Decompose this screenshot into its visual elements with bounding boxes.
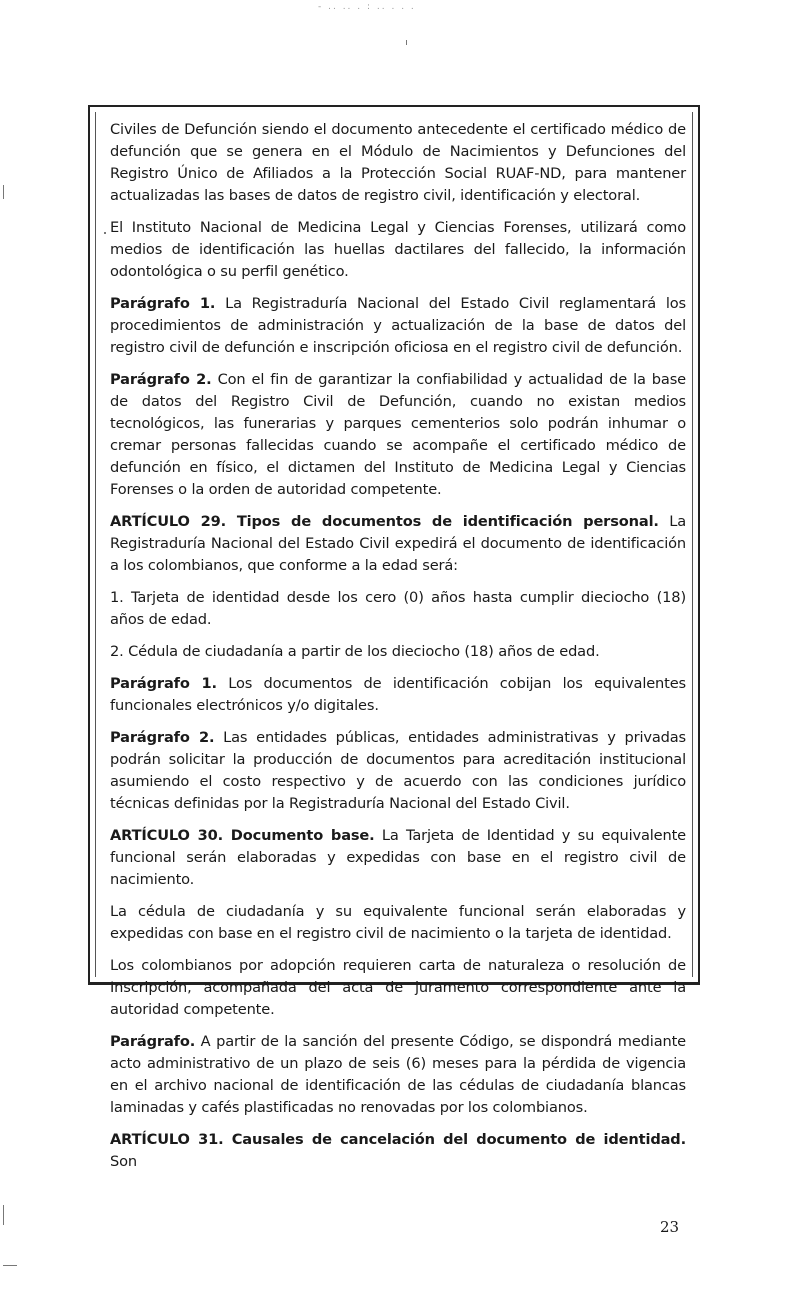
paragrafo-label: Parágrafo 2. xyxy=(110,371,212,388)
article-heading: ARTÍCULO 29. Tipos de documentos de identificación personal. xyxy=(110,513,659,530)
paragraph-adoption: Los colombianos por adopción requieren carta de naturaleza o resolución de Inscripción, acompañada del acta de juramento correspondiente ante la autoridad competente. xyxy=(110,957,686,1018)
paragrafo-text: A partir de la sanción del presente Código, se dispondrá mediante acto administrativo de un plazo de seis (6) meses para la pérdida de vigencia en el archivo nacional de identificación de las cédulas de ciudadanía blancas laminadas y cafés plastificadas no renovadas por los colombianos. xyxy=(110,1033,686,1116)
scan-speck xyxy=(406,40,407,45)
scan-speck xyxy=(104,232,106,234)
paragraph-cedula-base: La cédula de ciudadanía y su equivalente funcional serán elaboradas y expedidas con base en el registro civil de nacimiento o la tarjeta de identidad. xyxy=(110,903,686,942)
article-30 xyxy=(110,825,686,891)
paragrafo-text: Con el fin de garantizar la confiabilidad y actualidad de la base de datos del Registro Civil de Defunción, cuando no existan medios tecnológicos, las funerarias y parques cementerios solo podrán inhumar o cremar personas fallecidas cuando se acompañe el certificado médico de defunción en físico, el dictamen del Instituto de Medicina Legal y Ciencias Forenses o la orden de autoridad competente. xyxy=(110,371,686,498)
scan-header-marks: - .. .. . : .. . . . xyxy=(318,2,416,12)
scan-speck xyxy=(3,1205,4,1225)
scan-speck xyxy=(3,185,4,199)
paragrafo-label: Parágrafo 1. xyxy=(110,295,216,312)
paragraph-forensic-institute: El Instituto Nacional de Medicina Legal y Ciencias Forenses, utilizará como medios de identificación las huellas dactilares del fallecido, la información odontológica o su perfil genético. xyxy=(110,219,686,280)
scan-speck xyxy=(3,1265,17,1266)
document-body xyxy=(110,119,686,1182)
article-heading: ARTÍCULO 30. Documento base. xyxy=(110,827,375,844)
article-text: La Tarjeta de Identidad y su equivalente funcional serán elaboradas y expedidas con base en el registro civil de nacimiento. xyxy=(110,827,686,888)
paragraph-paragrafo-1 xyxy=(110,293,686,359)
article-text: Son xyxy=(110,1153,137,1170)
article-31 xyxy=(110,1129,686,1173)
article-text: La Registraduría Nacional del Estado Civil expedirá el documento de identificación a los colombianos, que conforme a la edad será: xyxy=(110,513,686,574)
paragrafo-label: Parágrafo 2. xyxy=(110,729,215,746)
list-item-cedula: 2. Cédula de ciudadanía a partir de los dieciocho (18) años de edad. xyxy=(110,643,600,660)
paragraph-paragrafo-2 xyxy=(110,369,686,501)
page-number: 23 xyxy=(660,1218,680,1236)
paragraph-paragrafo-1b xyxy=(110,673,686,717)
paragrafo-text: La Registraduría Nacional del Estado Civil reglamentará los procedimientos de administración y actualización de la base de datos del registro civil de defunción e inscripción oficiosa en el registro civil de defunción. xyxy=(110,295,686,356)
paragrafo-text: Los documentos de identificación cobijan los equivalentes funcionales electrónicos y/o digitales. xyxy=(110,675,687,714)
paragraph-paragrafo-2b xyxy=(110,727,686,815)
paragrafo-label: Parágrafo. xyxy=(110,1033,196,1050)
paragraph-death-registry: Civiles de Defunción siendo el documento antecedente el certificado médico de defunción que se genera en el Módulo de Nacimientos y Defunciones del Registro Único de Afiliados a la Protección Social RUAF-ND, para mantener actualizadas las bases de datos de registro civil, identificación y electoral. xyxy=(110,121,686,204)
paragrafo-text: Las entidades públicas, entidades administrativas y privadas podrán solicitar la producción de documentos para acreditación institucional asumiendo el costo respectivo y de acuerdo con las condiciones jurídico técnicas definidas por la Registraduría Nacional del Estado Civil. xyxy=(110,729,686,812)
article-29 xyxy=(110,511,686,577)
paragraph-paragrafo-plazo xyxy=(110,1031,686,1119)
list-item-tarjeta: 1. Tarjeta de identidad desde los cero (0) años hasta cumplir dieciocho (18) años de edad. xyxy=(110,589,686,628)
article-heading: ARTÍCULO 31. Causales de cancelación del documento de identidad. xyxy=(110,1131,686,1148)
paragrafo-label: Parágrafo 1. xyxy=(110,675,217,692)
